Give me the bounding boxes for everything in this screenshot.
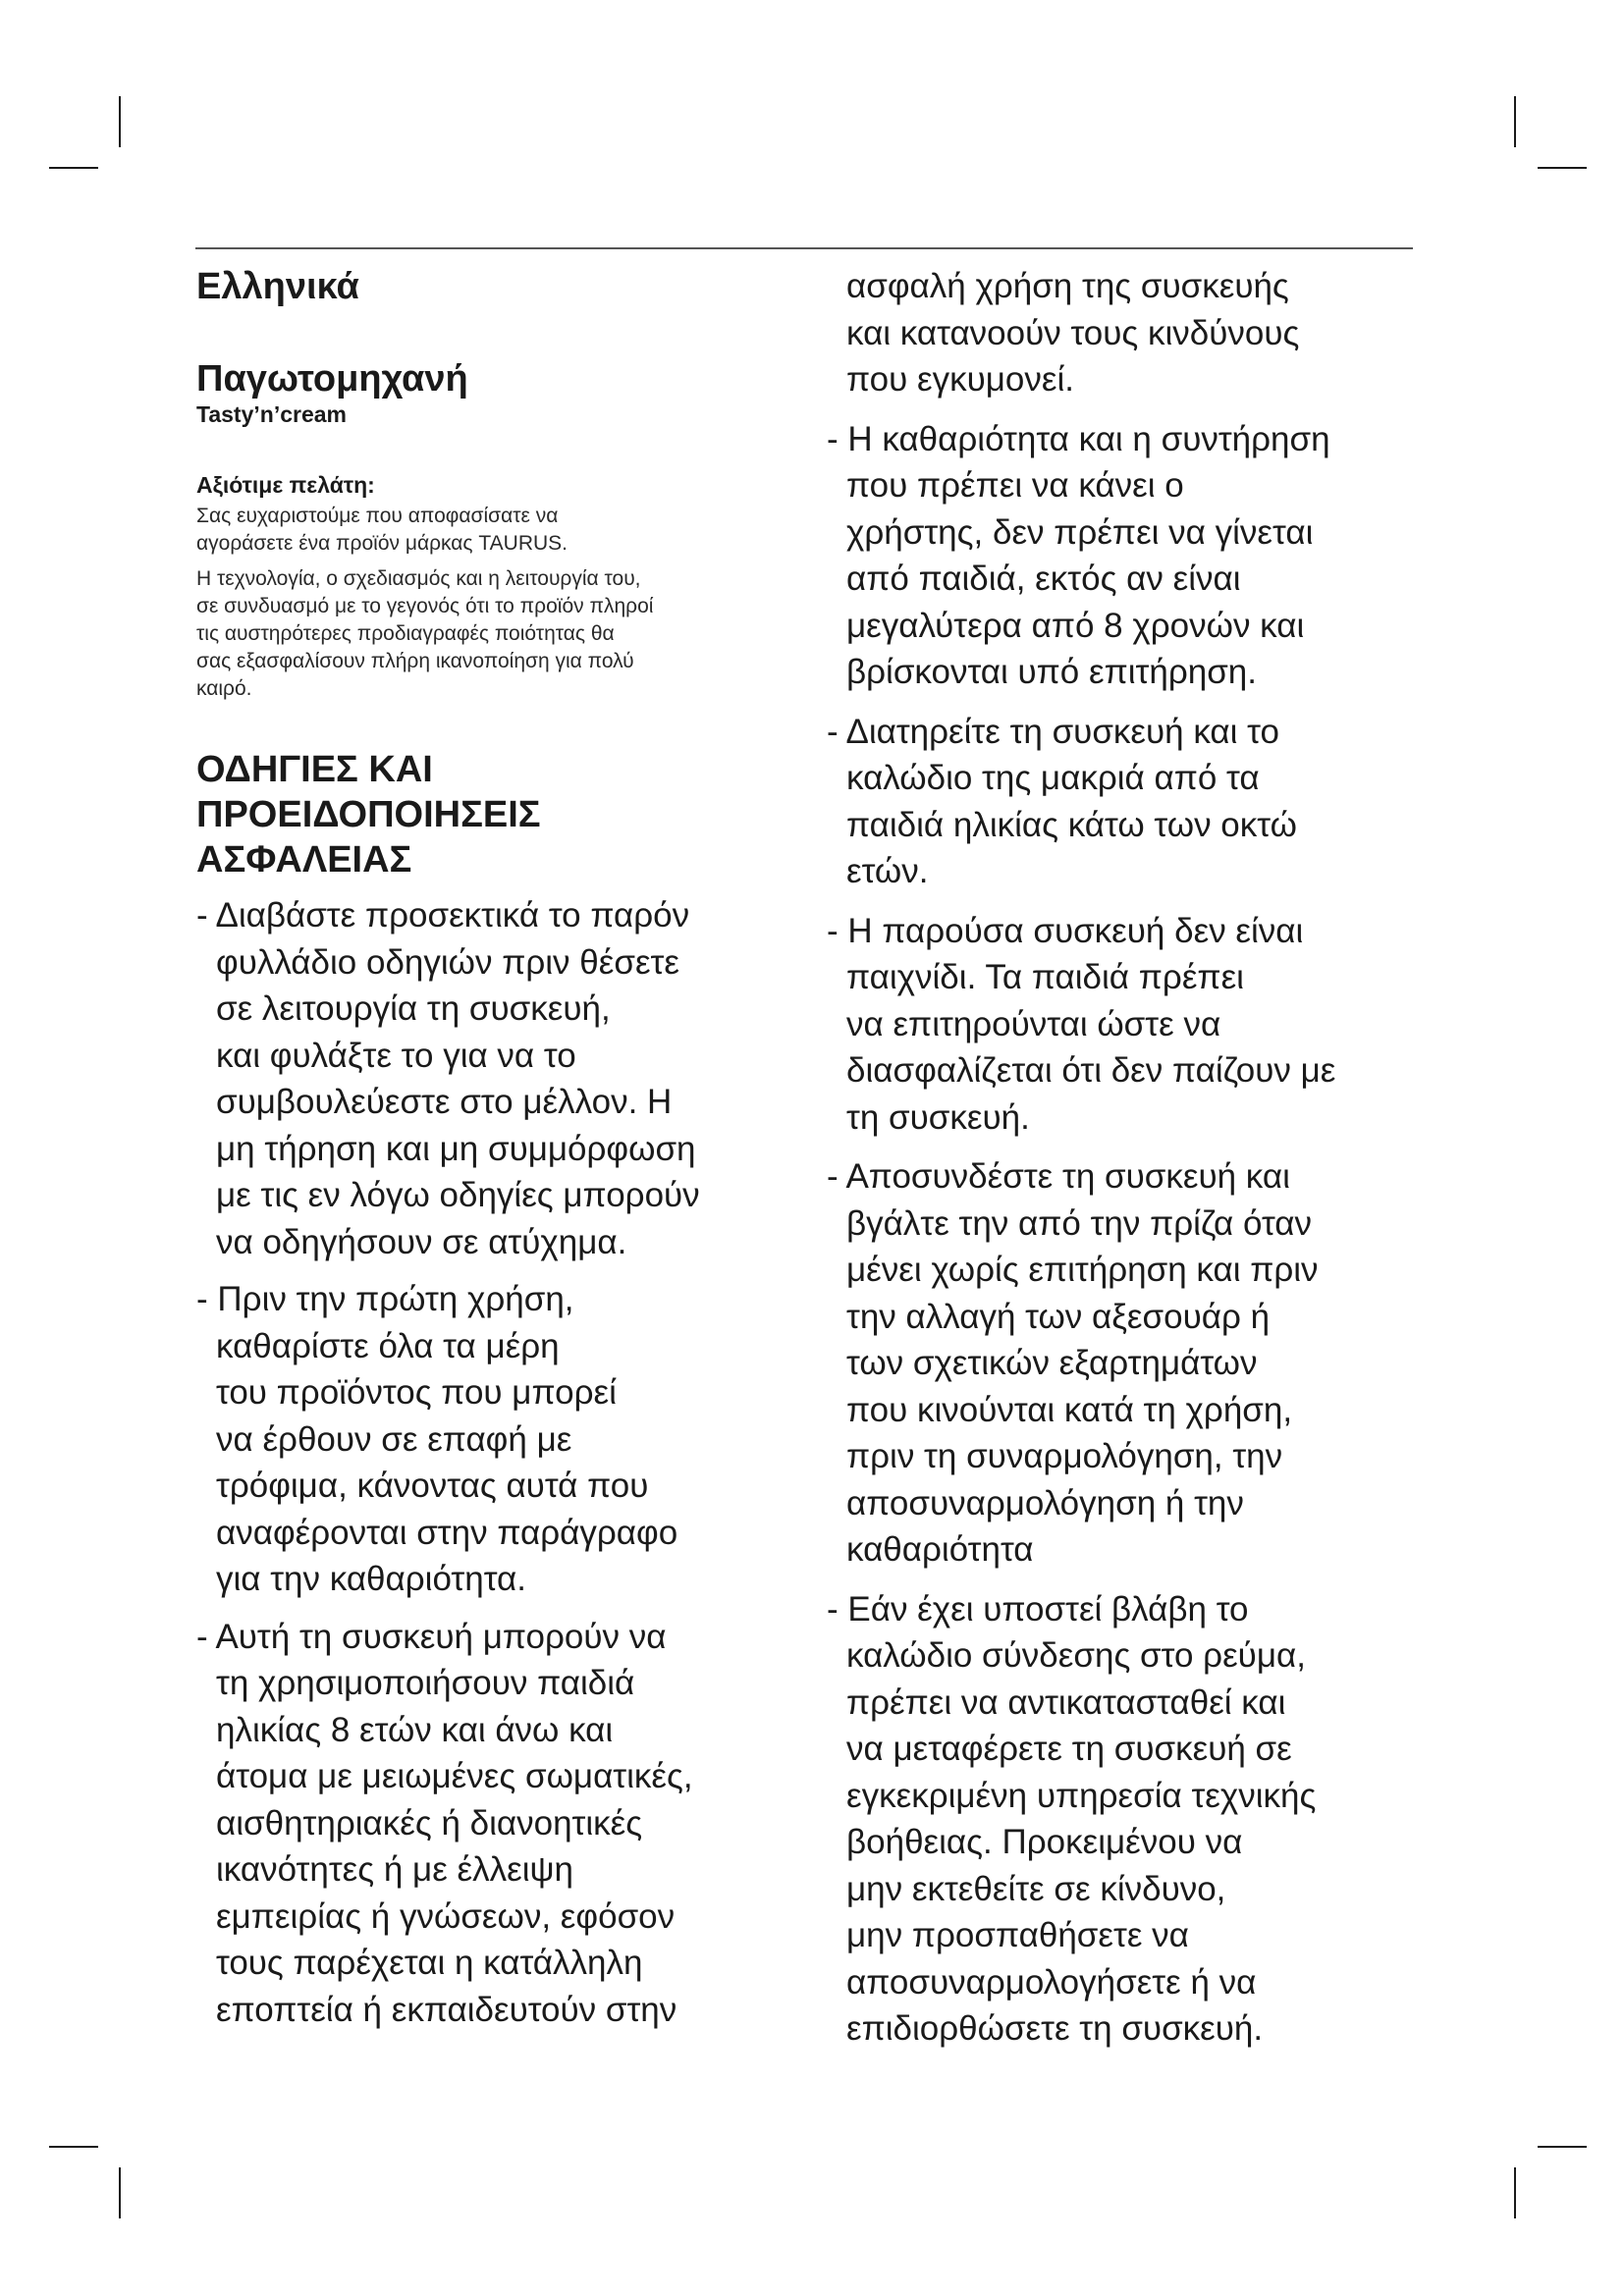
text-line: ασφαλή χρήση της συσκευής <box>846 267 1289 305</box>
bullet-line: - Εάν έχει υποστεί βλάβη το <box>827 1589 1249 1629</box>
bullet-line: συμβουλεύεστε στο μέλλον. Η <box>216 1083 673 1121</box>
safety-bullet <box>196 1276 815 1603</box>
bullet-line: μην προσπαθήσετε να <box>846 1916 1189 1954</box>
bullet-line: ηλικίας 8 ετών και άνω και <box>216 1710 614 1749</box>
safety-bullet <box>827 416 1428 696</box>
safety-bullet <box>827 1153 1428 1574</box>
bullet-line: που πρέπει να κάνει ο <box>846 466 1184 505</box>
text-line: και κατανοούν τους κινδύνους <box>846 313 1300 352</box>
bullet-line: μένει χωρίς επιτήρηση και πριν <box>846 1251 1319 1289</box>
bullet-line: φυλλάδιο οδηγιών πριν θέσετε <box>216 942 679 982</box>
crop-mark-top-left-vertical <box>119 96 121 147</box>
crop-mark-top-right-vertical <box>1514 96 1516 147</box>
header-rule <box>195 247 1413 249</box>
text-line: ΟΔΗΓΙΕΣ ΚΑΙ <box>196 749 433 790</box>
language-heading: Ελληνικά <box>196 266 359 307</box>
bullet-line: καθαρίστε όλα τα μέρη <box>216 1326 560 1365</box>
bullet-line: με τις εν λόγω οδηγίες μπορούν <box>216 1176 700 1214</box>
bullet-line: να έρθουν σε επαφή με <box>216 1419 572 1459</box>
bullet-line: βρίσκονται υπό επιτήρηση. <box>846 653 1257 691</box>
text-line: τις αυστηρότερες προδιαγραφές ποιότητας θα <box>196 622 615 645</box>
bullet-line: μεγαλύτερα από 8 χρονών και <box>846 606 1305 645</box>
bullet-line: παιχνίδι. Τα παιδιά πρέπει <box>846 958 1244 996</box>
bullet-line: να επιτηρούνται ώστε να <box>846 1004 1221 1043</box>
text-line: καιρό. <box>196 677 252 700</box>
bullet-line: που κινούνται κατά τη χρήση, <box>846 1390 1293 1429</box>
intro-paragraph-1 <box>196 503 815 558</box>
bullet-line: εποπτεία ή εκπαιδευτούν στην <box>216 1990 677 2029</box>
text-line: σε συνδυασμό με το γεγονός ότι το προϊόν πληροί <box>196 595 654 617</box>
bullet-line: τους παρέχεται η κατάλληλη <box>216 1944 643 1982</box>
left-column <box>196 263 815 2044</box>
bullet-line: - Πριν την πρώτη χρήση, <box>196 1280 574 1318</box>
crop-mark-bottom-left-horizontal <box>49 2146 98 2148</box>
bullet-line: - Η καθαριότητα και η συντήρηση <box>827 419 1330 458</box>
bullet-line: καλώδιο της μακριά από τα <box>846 759 1260 797</box>
bullet-line: επιδιορθώσετε τη συσκευή. <box>846 2009 1264 2048</box>
bullet-line: από παιδιά, εκτός αν είναι <box>846 560 1241 598</box>
intro-paragraph-2 <box>196 565 815 703</box>
safety-bullet <box>196 892 815 1265</box>
safety-bullet <box>827 709 1428 895</box>
safety-bullet <box>196 1614 815 2034</box>
left-bullet-list <box>196 892 815 2033</box>
bullet-line: ικανότητες ή με έλλειψη <box>216 1850 573 1889</box>
safety-heading <box>196 747 815 882</box>
bullet-line: - Αποσυνδέστε τη συσκευή και <box>827 1157 1290 1196</box>
bullet-line: - Διαβάστε προσεκτικά το παρόν <box>196 896 690 934</box>
product-name: Παγωτομηχανή <box>196 358 468 400</box>
bullet-line: βγάλτε την από την πρίζα όταν <box>846 1203 1313 1243</box>
bullet-line: χρήστης, δεν πρέπει να γίνεται <box>846 512 1314 552</box>
bullet-line: καθαριότητα <box>846 1530 1034 1569</box>
safety-bullet <box>827 1586 1428 2053</box>
bullet-line: τη χρησιμοποιήσουν παιδιά <box>216 1664 635 1702</box>
bullet-line: μη τήρηση και μη συμμόρφωση <box>216 1129 696 1168</box>
bullet-line: μην εκτεθείτε σε κίνδυνο, <box>846 1869 1226 1908</box>
bullet-line: αποσυναρμολογήσετε ή να <box>846 1962 1257 2002</box>
bullet-line: εμπειρίας ή γνώσεων, εφόσον <box>216 1896 676 1936</box>
bullet-line: αποσυναρμολόγηση ή την <box>846 1483 1244 1522</box>
bullet-line: τρόφιμα, κάνοντας αυτά που <box>216 1467 649 1505</box>
bullet-line: σε λειτουργία τη συσκευή, <box>216 989 611 1028</box>
bullet-line: παιδιά ηλικίας κάτω των οκτώ <box>846 805 1297 844</box>
text-line: Σας ευχαριστούμε που αποφασίσατε να <box>196 505 559 527</box>
safety-bullet <box>827 908 1428 1142</box>
bullet-line: - Η παρούσα συσκευή δεν είναι <box>827 911 1304 950</box>
bullet-line: βοήθειας. Προκειμένου να <box>846 1823 1243 1861</box>
right-column <box>827 263 1428 2065</box>
greeting: Αξιότιμε πελάτη: <box>196 472 375 498</box>
text-line: Η τεχνολογία, ο σχεδιασμός και η λειτουργία του, <box>196 567 641 590</box>
bullet-line: αναφέρονται στην παράγραφο <box>216 1513 678 1552</box>
bullet-line: ετών. <box>846 852 929 890</box>
bullet-line: διασφαλίζεται ότι δεν παίζουν με <box>846 1051 1336 1090</box>
bullet-line: τη συσκευή. <box>846 1097 1030 1137</box>
text-line: ΠΡΟΕΙΔΟΠΟΙΗΣΕΙΣ <box>196 794 541 835</box>
bullet-line: την αλλαγή των αξεσουάρ ή <box>846 1297 1271 1336</box>
crop-mark-bottom-right-vertical <box>1514 2167 1516 2218</box>
bullet-line: πριν τη συναρμολόγηση, την <box>846 1437 1283 1475</box>
crop-mark-top-right-horizontal <box>1538 167 1587 169</box>
bullet-line: - Αυτή τη συσκευή μπορούν να <box>196 1617 667 1656</box>
bullet-line: των σχετικών εξαρτημάτων <box>846 1344 1258 1382</box>
text-line: ΑΣΦΑΛΕΙΑΣ <box>196 839 412 881</box>
model-name: Tasty’n’cream <box>196 401 347 427</box>
crop-mark-bottom-right-horizontal <box>1538 2146 1587 2148</box>
bullet-line: να οδηγήσουν σε ατύχημα. <box>216 1222 627 1261</box>
bullet-line: για την καθαριότητα. <box>216 1560 526 1598</box>
bullet-line: καλώδιο σύνδεσης στο ρεύμα, <box>846 1636 1306 1675</box>
bullet-line: εγκεκριμένη υπηρεσία τεχνικής <box>846 1776 1317 1815</box>
bullet-line: - Διατηρείτε τη συσκευή και το <box>827 712 1279 751</box>
bullet-line: του προϊόντος που μπορεί <box>216 1373 617 1412</box>
bullet-line: άτομα με μειωμένες σωματικές, <box>216 1757 693 1795</box>
bullet-line: πρέπει να αντικατασταθεί και <box>846 1682 1286 1722</box>
text-line: που εγκυμονεί. <box>846 360 1074 399</box>
text-line: αγοράσετε ένα προϊόν μάρκας TAURUS. <box>196 532 568 555</box>
right-bullet-list <box>827 416 1428 2053</box>
bullet-line: να μεταφέρετε τη συσκευή σε <box>846 1730 1292 1768</box>
bullet-line: αισθητηριακές ή διανοητικές <box>216 1803 643 1842</box>
crop-mark-top-left-horizontal <box>49 167 98 169</box>
continued-text <box>827 263 1428 403</box>
crop-mark-bottom-left-vertical <box>119 2167 121 2218</box>
bullet-line: και φυλάξτε το για να το <box>216 1036 576 1075</box>
text-line: σας εξασφαλίσουν πλήρη ικανοποίηση για πολύ <box>196 650 634 672</box>
